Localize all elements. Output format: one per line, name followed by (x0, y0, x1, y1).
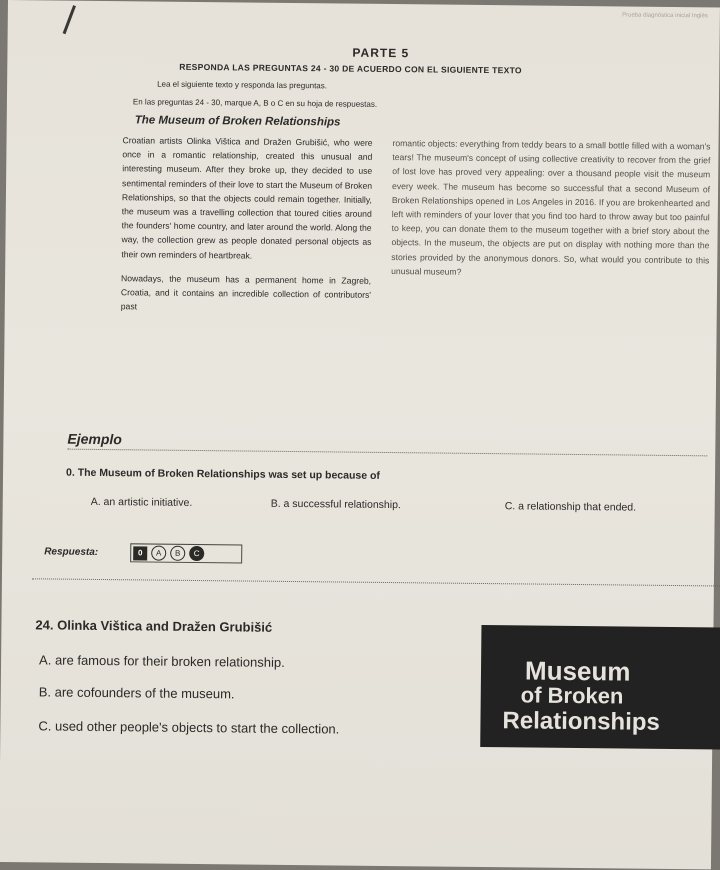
answer-box (130, 543, 242, 563)
museum-logo (480, 625, 720, 750)
example-option-b: B. a successful relationship. (270, 497, 401, 512)
example-heading: Ejemplo (67, 431, 707, 457)
logo-line-3: Relationships (502, 707, 660, 736)
part-title: PARTE 5 (352, 45, 410, 61)
answer-label: Respuesta: (44, 546, 99, 558)
article-paragraph-3: romantic objects: everything from teddy bears to a small bottle filled with a woman's tears! The museum's concept of using collective creativity to recover from the grief of lost love has proved very appealing: over a thousand people visit the museum every week. The museum has become so successful that a second Museum of Broken Relationships opened in Los Angeles in 2016. If you are brokenhearted and left with reminders of your lover that you find too hard to throw away but too painful to keep, you can donate them to the museum together with a brief story about the objects. In the museum, the objects are put on display with nothing more than the stories provided by the anonymous donors. So, what would you contribute to this unusual museum? (391, 138, 711, 277)
question-24-option-c: C. used other people's objects to start the collection. (38, 718, 340, 737)
logo-line-2: of Broken (520, 682, 624, 709)
article-paragraph-1: Croatian artists Olinka Vištica and Dražen Grubišić, who were once in a romantic relationship, created this unusual and interesting museum. After they broke up, they decided to use sentimental reminders of their love to start the Museum of Broken Relationships, so that the objects could remain together. Initially, the museum was a travelling collection that toured cities around the founders' home country, and later around the world. Along the way, the collection grew as people donated personal objects as their own reminders of heartbreak. (121, 135, 373, 261)
answer-number-badge: 0 (133, 546, 147, 560)
instruction-main: RESPONDA LAS PREGUNTAS 24 - 30 DE ACUERDO CON EL SIGUIENTE TEXTO (179, 61, 522, 76)
section-divider (32, 578, 720, 586)
bubble-b[interactable]: B (170, 546, 185, 561)
article-paragraph-2: Nowadays, the museum has a permanent home in Zagreb, Croatia, and it contains an incredible collection of contributors' past (120, 273, 372, 312)
bubble-c-selected[interactable]: C (189, 546, 204, 561)
header-note: Prueba diagnóstica inicial Inglés (622, 12, 708, 20)
example-option-c: C. a relationship that ended. (504, 500, 637, 514)
binder-mark (63, 5, 76, 34)
instruction-sub-2: En las preguntas 24 - 30, marque A, B o C en su hoja de respuestas. (132, 97, 378, 109)
bubble-a[interactable]: A (151, 546, 166, 561)
instruction-sub-1: Lea el siguiente texto y responda las preguntas. (157, 79, 328, 91)
article-title: The Museum of Broken Relationships (134, 114, 341, 129)
article-left-column (121, 133, 373, 326)
article-right-column (391, 136, 711, 291)
example-option-a: A. an artistic initiative. (90, 495, 193, 509)
question-24-option-b: B. are cofounders of the museum. (38, 684, 235, 702)
logo-line-1: Museum (524, 655, 631, 687)
example-question: 0. The Museum of Broken Relationships was set up because of (65, 466, 381, 482)
question-24: 24. Olinka Vištica and Dražen Grubišić (35, 617, 273, 635)
question-24-option-a: A. are famous for their broken relationship. (39, 652, 285, 670)
